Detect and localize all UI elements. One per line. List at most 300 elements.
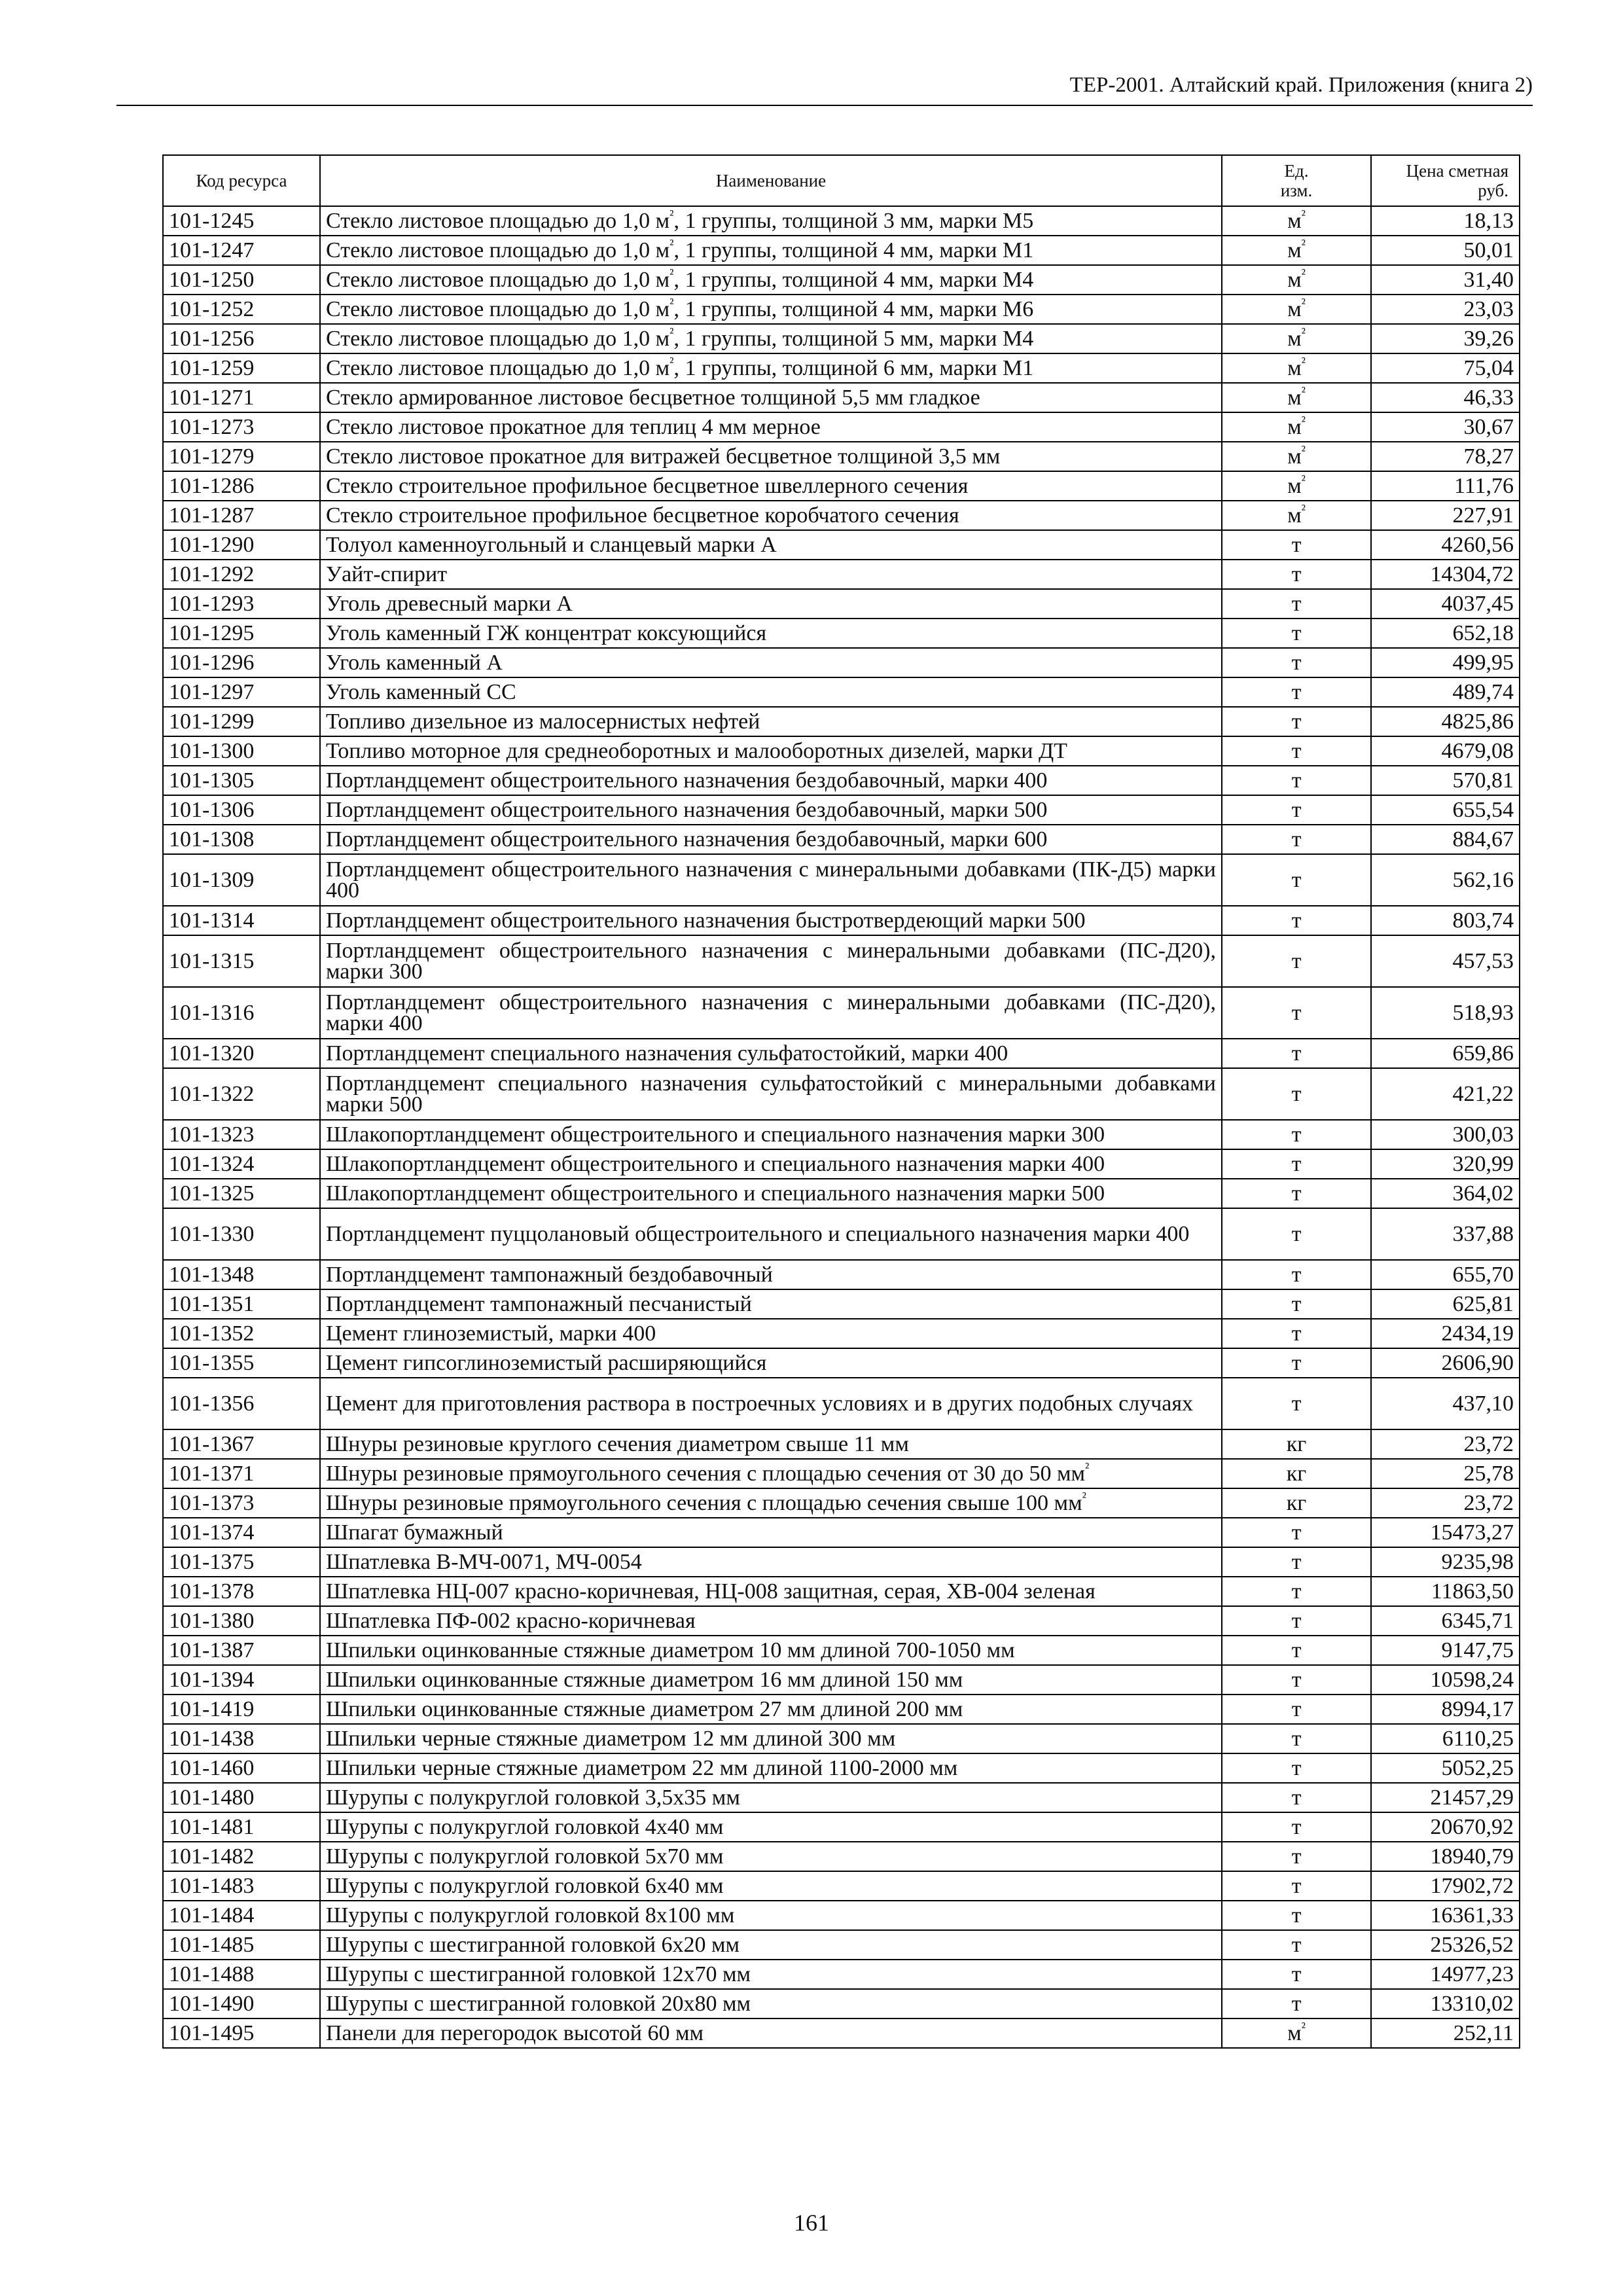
cell-price: 6345,71 xyxy=(1371,1606,1520,1636)
cell-name: Портландцемент общестроительного назначения с минеральными добавками (ПС-Д20), марки 400 xyxy=(320,987,1222,1039)
cell-name: Стекло строительное профильное бесцветное коробчатого сечения xyxy=(320,501,1222,530)
cell-code: 101-1305 xyxy=(163,766,320,795)
cell-name: Портландцемент общестроительного назначения бездобавочный, марки 600 xyxy=(320,825,1222,854)
cell-code: 101-1483 xyxy=(163,1871,320,1901)
table-row xyxy=(163,265,1520,295)
cell-unit: т xyxy=(1222,1842,1371,1871)
cell-unit: т xyxy=(1222,1068,1371,1120)
cell-unit: т xyxy=(1222,795,1371,825)
cell-code: 101-1250 xyxy=(163,265,320,295)
cell-unit: т xyxy=(1222,935,1371,987)
cell-code: 101-1355 xyxy=(163,1348,320,1378)
cell-code: 101-1356 xyxy=(163,1378,320,1429)
cell-price: 46,33 xyxy=(1371,383,1520,412)
cell-code: 101-1495 xyxy=(163,2018,320,2048)
cell-name: Шпагат бумажный xyxy=(320,1518,1222,1547)
cell-unit: $м^{^2}$ xyxy=(1222,2018,1371,2048)
cell-price: 6110,25 xyxy=(1371,1724,1520,1753)
table-row xyxy=(163,324,1520,353)
table-row xyxy=(163,1208,1520,1260)
cell-unit: т xyxy=(1222,648,1371,677)
cell-price: 570,81 xyxy=(1371,766,1520,795)
table-row xyxy=(163,1488,1520,1518)
cell-name: Шлакопортландцемент общестроительного и специального назначения марки 400 xyxy=(320,1149,1222,1179)
cell-name: Портландцемент пуццолановый общестроительного и специального назначения марки 400 xyxy=(320,1208,1222,1260)
cell-code: 101-1279 xyxy=(163,442,320,471)
cell-code: 101-1490 xyxy=(163,1989,320,2018)
cell-unit: т xyxy=(1222,1989,1371,2018)
cell-name: Стекло листовое прокатное для витражей бесцветное толщиной 3,5 мм xyxy=(320,442,1222,471)
cell-code: 101-1247 xyxy=(163,236,320,265)
cell-name: Стекло листовое прокатное для теплиц 4 мм мерное xyxy=(320,412,1222,442)
table-row xyxy=(163,560,1520,589)
cell-price: 4825,86 xyxy=(1371,707,1520,736)
table-row xyxy=(163,648,1520,677)
cell-name: Шурупы с полукруглой головкой 5x70 мм xyxy=(320,1842,1222,1871)
table-row xyxy=(163,1378,1520,1429)
cell-name: Стекло листовое площадью до 1,0 $м^{^2}$, 1 группы, толщиной 4 мм, марки М4 xyxy=(320,265,1222,295)
cell-code: 101-1484 xyxy=(163,1901,320,1930)
cell-price: 23,72 xyxy=(1371,1429,1520,1459)
cell-unit: т xyxy=(1222,1289,1371,1319)
cell-unit: кг xyxy=(1222,1459,1371,1488)
cell-unit: кг xyxy=(1222,1429,1371,1459)
cell-code: 101-1293 xyxy=(163,589,320,619)
cell-code: 101-1324 xyxy=(163,1149,320,1179)
table-row xyxy=(163,1783,1520,1812)
table-row xyxy=(163,1606,1520,1636)
cell-unit: т xyxy=(1222,854,1371,906)
cell-price: 884,67 xyxy=(1371,825,1520,854)
cell-name: Уголь древесный марки А xyxy=(320,589,1222,619)
cell-price: 4260,56 xyxy=(1371,530,1520,560)
cell-price: 8994,17 xyxy=(1371,1695,1520,1724)
cell-code: 101-1271 xyxy=(163,383,320,412)
table-row xyxy=(163,1871,1520,1901)
cell-name: Шнуры резиновые круглого сечения диаметром свыше 11 мм xyxy=(320,1429,1222,1459)
cell-code: 101-1295 xyxy=(163,619,320,648)
cell-name: Шнуры резиновые прямоугольного сечения с площадью сечения от 30 до 50 $мм^{^2}$ xyxy=(320,1459,1222,1488)
cell-unit: $м^{^2}$ xyxy=(1222,295,1371,324)
table-row xyxy=(163,935,1520,987)
table-row xyxy=(163,412,1520,442)
cell-price: 4679,08 xyxy=(1371,736,1520,766)
cell-name: Цемент для приготовления раствора в построечных условиях и в других подобных случаях xyxy=(320,1378,1222,1429)
table-row xyxy=(163,1695,1520,1724)
cell-unit: т xyxy=(1222,1039,1371,1068)
cell-code: 101-1290 xyxy=(163,530,320,560)
cell-name: Цемент глиноземистый, марки 400 xyxy=(320,1319,1222,1348)
column-header-name: Наименование xyxy=(320,155,1222,206)
cell-code: 101-1300 xyxy=(163,736,320,766)
table-row xyxy=(163,1842,1520,1871)
cell-code: 101-1309 xyxy=(163,854,320,906)
cell-name: Портландцемент тампонажный песчанистый xyxy=(320,1289,1222,1319)
cell-unit: т xyxy=(1222,589,1371,619)
table-row xyxy=(163,1348,1520,1378)
cell-name: Уайт-спирит xyxy=(320,560,1222,589)
running-header: ТЕР-2001. Алтайский край. Приложения (книга 2) xyxy=(1069,73,1533,97)
cell-unit: т xyxy=(1222,1783,1371,1812)
cell-unit: т xyxy=(1222,1260,1371,1289)
cell-code: 101-1287 xyxy=(163,501,320,530)
table-row xyxy=(163,1149,1520,1179)
cell-code: 101-1323 xyxy=(163,1120,320,1149)
cell-name: Портландцемент общестроительного назначения с минеральными добавками (ПС-Д20), марки 300 xyxy=(320,935,1222,987)
cell-unit: $м^{^2}$ xyxy=(1222,236,1371,265)
table-row xyxy=(163,530,1520,560)
cell-unit: $м^{^2}$ xyxy=(1222,353,1371,383)
cell-name: Шурупы с полукруглой головкой 8x100 мм xyxy=(320,1901,1222,1930)
table-row xyxy=(163,1989,1520,2018)
cell-price: 10598,24 xyxy=(1371,1665,1520,1695)
cell-unit: т xyxy=(1222,1724,1371,1753)
cell-unit: т xyxy=(1222,1665,1371,1695)
cell-name: Толуол каменноугольный и сланцевый марки А xyxy=(320,530,1222,560)
cell-price: 18,13 xyxy=(1371,206,1520,236)
table-row xyxy=(163,1547,1520,1577)
cell-code: 101-1330 xyxy=(163,1208,320,1260)
cell-price: 25326,52 xyxy=(1371,1930,1520,1960)
cell-price: 11863,50 xyxy=(1371,1577,1520,1606)
cell-code: 101-1481 xyxy=(163,1812,320,1842)
cell-code: 101-1296 xyxy=(163,648,320,677)
resource-price-table xyxy=(162,154,1520,2049)
cell-name: Портландцемент общестроительного назначения бездобавочный, марки 400 xyxy=(320,766,1222,795)
cell-code: 101-1299 xyxy=(163,707,320,736)
cell-price: 655,70 xyxy=(1371,1260,1520,1289)
cell-unit: т xyxy=(1222,1348,1371,1378)
table-row xyxy=(163,1039,1520,1068)
table-row xyxy=(163,1665,1520,1695)
cell-name: Шпатлевка НЦ-007 красно-коричневая, НЦ-008 защитная, серая, ХВ-004 зеленая xyxy=(320,1577,1222,1606)
cell-price: 489,74 xyxy=(1371,677,1520,707)
cell-name: Шурупы с полукруглой головкой 6x40 мм xyxy=(320,1871,1222,1901)
cell-code: 101-1325 xyxy=(163,1179,320,1208)
table-row xyxy=(163,1753,1520,1783)
table-row xyxy=(163,353,1520,383)
cell-code: 101-1245 xyxy=(163,206,320,236)
cell-name: Топливо дизельное из малосернистых нефтей xyxy=(320,707,1222,736)
table-row xyxy=(163,383,1520,412)
column-header-unit xyxy=(1222,155,1371,206)
cell-name: Уголь каменный А xyxy=(320,648,1222,677)
cell-price: 23,72 xyxy=(1371,1488,1520,1518)
cell-code: 101-1259 xyxy=(163,353,320,383)
cell-name: Шурупы с шестигранной головкой 6x20 мм xyxy=(320,1930,1222,1960)
cell-price: 111,76 xyxy=(1371,471,1520,501)
cell-price: 50,01 xyxy=(1371,236,1520,265)
cell-code: 101-1373 xyxy=(163,1488,320,1518)
cell-price: 78,27 xyxy=(1371,442,1520,471)
cell-code: 101-1375 xyxy=(163,1547,320,1577)
cell-code: 101-1380 xyxy=(163,1606,320,1636)
table-row xyxy=(163,1930,1520,1960)
cell-unit: т xyxy=(1222,1695,1371,1724)
cell-name: Шурупы с полукруглой головкой 3,5x35 мм xyxy=(320,1783,1222,1812)
cell-code: 101-1315 xyxy=(163,935,320,987)
cell-name: Стекло строительное профильное бесцветное швеллерного сечения xyxy=(320,471,1222,501)
cell-price: 14977,23 xyxy=(1371,1960,1520,1989)
cell-unit: т xyxy=(1222,1518,1371,1547)
cell-name: Портландцемент специального назначения сульфатостойкий с минеральными добавками марки 500 xyxy=(320,1068,1222,1120)
cell-price: 31,40 xyxy=(1371,265,1520,295)
cell-unit: т xyxy=(1222,1378,1371,1429)
cell-price: 2606,90 xyxy=(1371,1348,1520,1378)
cell-name: Шпатлевка ПФ-002 красно-коричневая xyxy=(320,1606,1222,1636)
cell-price: 562,16 xyxy=(1371,854,1520,906)
cell-name: Портландцемент общестроительного назначения бездобавочный, марки 500 xyxy=(320,795,1222,825)
cell-code: 101-1485 xyxy=(163,1930,320,1960)
cell-code: 101-1292 xyxy=(163,560,320,589)
cell-name: Шлакопортландцемент общестроительного и специального назначения марки 300 xyxy=(320,1120,1222,1149)
table-row xyxy=(163,295,1520,324)
cell-unit: т xyxy=(1222,825,1371,854)
cell-price: 20670,92 xyxy=(1371,1812,1520,1842)
cell-unit: $м^{^2}$ xyxy=(1222,324,1371,353)
cell-price: 30,67 xyxy=(1371,412,1520,442)
cell-code: 101-1374 xyxy=(163,1518,320,1547)
table-row xyxy=(163,1120,1520,1149)
column-header-price xyxy=(1371,155,1520,206)
cell-code: 101-1460 xyxy=(163,1753,320,1783)
cell-price: 300,03 xyxy=(1371,1120,1520,1149)
cell-unit: т xyxy=(1222,1577,1371,1606)
column-header-code: Код ресурса xyxy=(163,155,320,206)
cell-name: Топливо моторное для среднеоборотных и малооборотных дизелей, марки ДТ xyxy=(320,736,1222,766)
cell-name: Шпильки оцинкованные стяжные диаметром 10 мм длиной 700-1050 мм xyxy=(320,1636,1222,1665)
cell-code: 101-1308 xyxy=(163,825,320,854)
table-row xyxy=(163,1260,1520,1289)
table-row xyxy=(163,236,1520,265)
cell-name: Уголь каменный ГЖ концентрат коксующийся xyxy=(320,619,1222,648)
cell-price: 25,78 xyxy=(1371,1459,1520,1488)
table-row xyxy=(163,1459,1520,1488)
cell-unit: т xyxy=(1222,1901,1371,1930)
cell-price: 18940,79 xyxy=(1371,1842,1520,1871)
cell-name: Стекло листовое площадью до 1,0 $м^{^2}$, 1 группы, толщиной 6 мм, марки М1 xyxy=(320,353,1222,383)
table-row xyxy=(163,619,1520,648)
table-row xyxy=(163,987,1520,1039)
table-row xyxy=(163,795,1520,825)
cell-unit: т xyxy=(1222,619,1371,648)
cell-code: 101-1322 xyxy=(163,1068,320,1120)
cell-price: 21457,29 xyxy=(1371,1783,1520,1812)
cell-code: 101-1252 xyxy=(163,295,320,324)
table-row xyxy=(163,906,1520,935)
cell-price: 4037,45 xyxy=(1371,589,1520,619)
cell-code: 101-1314 xyxy=(163,906,320,935)
cell-code: 101-1256 xyxy=(163,324,320,353)
cell-unit: $м^{^2}$ xyxy=(1222,501,1371,530)
table-row xyxy=(163,471,1520,501)
cell-unit: т xyxy=(1222,987,1371,1039)
cell-price: 518,93 xyxy=(1371,987,1520,1039)
table-row xyxy=(163,1812,1520,1842)
page-number: 161 xyxy=(794,2210,829,2236)
cell-unit: т xyxy=(1222,560,1371,589)
cell-name: Стекло листовое площадью до 1,0 $м^{^2}$, 1 группы, толщиной 4 мм, марки М1 xyxy=(320,236,1222,265)
cell-price: 227,91 xyxy=(1371,501,1520,530)
cell-name: Шурупы с полукруглой головкой 4x40 мм xyxy=(320,1812,1222,1842)
table-header-row xyxy=(163,155,1520,206)
cell-price: 23,03 xyxy=(1371,295,1520,324)
cell-unit: т xyxy=(1222,1319,1371,1348)
cell-unit: кг xyxy=(1222,1488,1371,1518)
cell-price: 17902,72 xyxy=(1371,1871,1520,1901)
table-row xyxy=(163,707,1520,736)
cell-price: 9235,98 xyxy=(1371,1547,1520,1577)
cell-code: 101-1378 xyxy=(163,1577,320,1606)
cell-unit: т xyxy=(1222,1606,1371,1636)
cell-price: 659,86 xyxy=(1371,1039,1520,1068)
cell-code: 101-1297 xyxy=(163,677,320,707)
cell-price: 39,26 xyxy=(1371,324,1520,353)
cell-code: 101-1320 xyxy=(163,1039,320,1068)
table-row xyxy=(163,854,1520,906)
cell-price: 803,74 xyxy=(1371,906,1520,935)
cell-price: 421,22 xyxy=(1371,1068,1520,1120)
table-row xyxy=(163,677,1520,707)
cell-name: Шпильки черные стяжные диаметром 22 мм длиной 1100-2000 мм xyxy=(320,1753,1222,1783)
header-rule xyxy=(116,105,1533,106)
cell-code: 101-1488 xyxy=(163,1960,320,1989)
cell-unit: т xyxy=(1222,1149,1371,1179)
cell-price: 655,54 xyxy=(1371,795,1520,825)
cell-code: 101-1482 xyxy=(163,1842,320,1871)
table-row xyxy=(163,501,1520,530)
cell-name: Стекло листовое площадью до 1,0 $м^{^2}$, 1 группы, толщиной 5 мм, марки М4 xyxy=(320,324,1222,353)
table-row xyxy=(163,825,1520,854)
cell-name: Шурупы с шестигранной головкой 12x70 мм xyxy=(320,1960,1222,1989)
table-row xyxy=(163,1518,1520,1547)
cell-price: 437,10 xyxy=(1371,1378,1520,1429)
cell-price: 337,88 xyxy=(1371,1208,1520,1260)
cell-code: 101-1316 xyxy=(163,987,320,1039)
table-row xyxy=(163,1179,1520,1208)
column-header-price-line2: руб. xyxy=(1478,181,1508,200)
cell-price: 16361,33 xyxy=(1371,1901,1520,1930)
cell-unit: $м^{^2}$ xyxy=(1222,206,1371,236)
cell-unit: т xyxy=(1222,1930,1371,1960)
table-body xyxy=(163,206,1520,2048)
cell-price: 13310,02 xyxy=(1371,1989,1520,2018)
cell-name: Стекло листовое площадью до 1,0 $м^{^2}$, 1 группы, толщиной 4 мм, марки М6 xyxy=(320,295,1222,324)
cell-unit: $м^{^2}$ xyxy=(1222,471,1371,501)
cell-code: 101-1348 xyxy=(163,1260,320,1289)
table-row xyxy=(163,1429,1520,1459)
cell-price: 5052,25 xyxy=(1371,1753,1520,1783)
table-row xyxy=(163,736,1520,766)
cell-unit: $м^{^2}$ xyxy=(1222,412,1371,442)
cell-price: 652,18 xyxy=(1371,619,1520,648)
cell-price: 2434,19 xyxy=(1371,1319,1520,1348)
cell-name: Шпатлевка В-МЧ-0071, МЧ-0054 xyxy=(320,1547,1222,1577)
cell-unit: т xyxy=(1222,677,1371,707)
cell-name: Портландцемент тампонажный бездобавочный xyxy=(320,1260,1222,1289)
cell-unit: т xyxy=(1222,1871,1371,1901)
cell-code: 101-1286 xyxy=(163,471,320,501)
cell-code: 101-1419 xyxy=(163,1695,320,1724)
column-header-unit-line1: Ед. xyxy=(1284,161,1309,181)
table-row xyxy=(163,1068,1520,1120)
cell-unit: т xyxy=(1222,707,1371,736)
cell-name: Панели для перегородок высотой 60 мм xyxy=(320,2018,1222,2048)
cell-name: Шнуры резиновые прямоугольного сечения с площадью сечения свыше 100 $мм^{^2}$ xyxy=(320,1488,1222,1518)
cell-name: Уголь каменный СС xyxy=(320,677,1222,707)
table-row xyxy=(163,1319,1520,1348)
cell-price: 364,02 xyxy=(1371,1179,1520,1208)
cell-unit: т xyxy=(1222,1547,1371,1577)
cell-price: 499,95 xyxy=(1371,648,1520,677)
cell-unit: $м^{^2}$ xyxy=(1222,442,1371,471)
cell-name: Цемент гипсоглиноземистый расширяющийся xyxy=(320,1348,1222,1378)
cell-price: 252,11 xyxy=(1371,2018,1520,2048)
cell-code: 101-1371 xyxy=(163,1459,320,1488)
cell-unit: т xyxy=(1222,530,1371,560)
column-header-price-line1: Цена сметная xyxy=(1406,161,1508,181)
cell-code: 101-1306 xyxy=(163,795,320,825)
column-header-unit-line2: изм. xyxy=(1280,181,1313,200)
table-row xyxy=(163,1577,1520,1606)
cell-unit: $м^{^2}$ xyxy=(1222,383,1371,412)
table-row xyxy=(163,1289,1520,1319)
cell-unit: $м^{^2}$ xyxy=(1222,265,1371,295)
cell-price: 457,53 xyxy=(1371,935,1520,987)
cell-name: Шпильки оцинкованные стяжные диаметром 16 мм длиной 150 мм xyxy=(320,1665,1222,1695)
cell-price: 320,99 xyxy=(1371,1149,1520,1179)
table-row xyxy=(163,1901,1520,1930)
table-row xyxy=(163,206,1520,236)
cell-price: 14304,72 xyxy=(1371,560,1520,589)
table-row xyxy=(163,2018,1520,2048)
cell-price: 625,81 xyxy=(1371,1289,1520,1319)
table-row xyxy=(163,589,1520,619)
table-row xyxy=(163,766,1520,795)
table-row xyxy=(163,442,1520,471)
cell-code: 101-1480 xyxy=(163,1783,320,1812)
cell-code: 101-1273 xyxy=(163,412,320,442)
cell-name: Стекло листовое площадью до 1,0 $м^{^2}$, 1 группы, толщиной 3 мм, марки М5 xyxy=(320,206,1222,236)
cell-price: 75,04 xyxy=(1371,353,1520,383)
cell-unit: т xyxy=(1222,766,1371,795)
cell-code: 101-1351 xyxy=(163,1289,320,1319)
cell-code: 101-1438 xyxy=(163,1724,320,1753)
table-row xyxy=(163,1724,1520,1753)
cell-name: Портландцемент общестроительного назначения быстротвердеющий марки 500 xyxy=(320,906,1222,935)
cell-code: 101-1394 xyxy=(163,1665,320,1695)
cell-unit: т xyxy=(1222,1636,1371,1665)
cell-name: Портландцемент общестроительного назначения с минеральными добавками (ПК-Д5) марки 400 xyxy=(320,854,1222,906)
cell-name: Шпильки оцинкованные стяжные диаметром 27 мм длиной 200 мм xyxy=(320,1695,1222,1724)
cell-name: Шпильки черные стяжные диаметром 12 мм длиной 300 мм xyxy=(320,1724,1222,1753)
cell-price: 9147,75 xyxy=(1371,1636,1520,1665)
cell-code: 101-1387 xyxy=(163,1636,320,1665)
cell-name: Шурупы с шестигранной головкой 20x80 мм xyxy=(320,1989,1222,2018)
cell-unit: т xyxy=(1222,1753,1371,1783)
cell-unit: т xyxy=(1222,1208,1371,1260)
cell-name: Стекло армированное листовое бесцветное толщиной 5,5 мм гладкое xyxy=(320,383,1222,412)
cell-unit: т xyxy=(1222,906,1371,935)
cell-code: 101-1352 xyxy=(163,1319,320,1348)
cell-code: 101-1367 xyxy=(163,1429,320,1459)
cell-name: Портландцемент специального назначения сульфатостойкий, марки 400 xyxy=(320,1039,1222,1068)
table-row xyxy=(163,1636,1520,1665)
cell-unit: т xyxy=(1222,1960,1371,1989)
cell-unit: т xyxy=(1222,736,1371,766)
cell-unit: т xyxy=(1222,1179,1371,1208)
table-row xyxy=(163,1960,1520,1989)
